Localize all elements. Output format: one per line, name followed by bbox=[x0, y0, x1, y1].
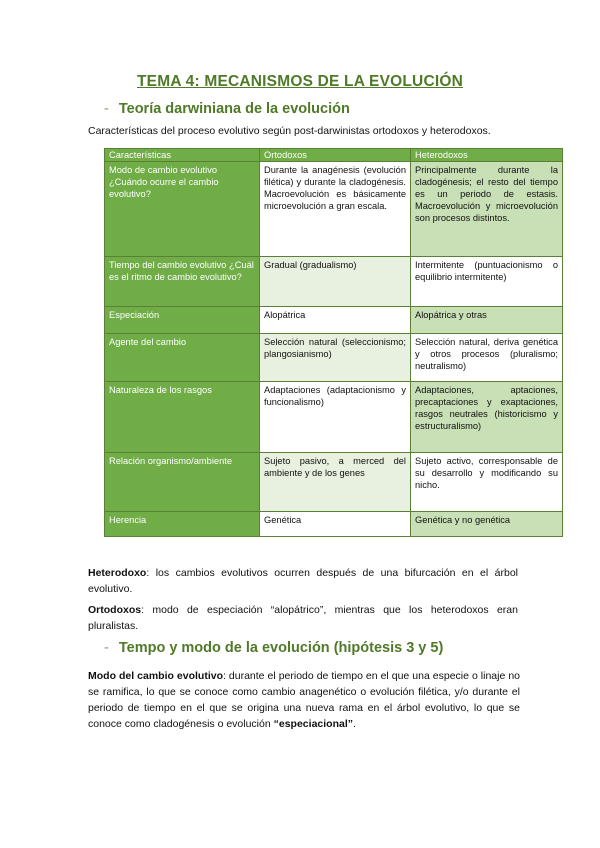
comparison-table bbox=[104, 148, 563, 537]
table-row bbox=[105, 257, 563, 307]
cell-ortodoxos: Durante la anagénesis (evolución filética) y durante la cladogénesis. Macroevolución es básicamente microevolución a gran escala. bbox=[260, 162, 411, 257]
modo-paragraph bbox=[88, 668, 520, 732]
row-label: Tiempo del cambio evolutivo ¿Cuál es el ritmo de cambio evolutivo? bbox=[105, 257, 260, 307]
term-ortodoxos: Ortodoxos bbox=[88, 604, 142, 616]
table-row bbox=[105, 382, 563, 453]
cell-heterodoxos: Intermitente (puntuacionismo o equilibrio intermitente) bbox=[411, 257, 563, 307]
section-heading-text: Tempo y modo de la evolución (hipótesis 3 y 5) bbox=[118, 640, 444, 656]
definition-heterodoxo bbox=[88, 565, 518, 597]
table-row bbox=[105, 512, 563, 537]
cell-heterodoxos: Genética y no genética bbox=[411, 512, 563, 537]
cell-ortodoxos: Sujeto pasivo, a merced del ambiente y de los genes bbox=[260, 453, 411, 512]
table-row bbox=[105, 334, 563, 382]
cell-heterodoxos: Selección natural, deriva genética y otros procesos (pluralismo; neutralismo) bbox=[411, 334, 563, 382]
term-heterodoxo: Heterodoxo bbox=[88, 567, 147, 579]
cell-heterodoxos: Principalmente durante la cladogénesis; el resto del tiempo es un periodo de estasis. Macroevolución y microevolución son procesos distintos. bbox=[411, 162, 563, 257]
intro-text: Características del proceso evolutivo según post-darwinistas ortodoxos y heterodoxos. bbox=[88, 125, 491, 137]
cell-ortodoxos: Selección natural (seleccionismo; plangosianismo) bbox=[260, 334, 411, 382]
cell-heterodoxos: Adaptaciones, aptaciones, precaptaciones y exaptaciones, rasgos neutrales (historicismo y estructuralismo) bbox=[411, 382, 563, 453]
row-label: Herencia bbox=[105, 512, 260, 537]
cell-ortodoxos: Alopátrica bbox=[260, 307, 411, 334]
cell-ortodoxos: Adaptaciones (adaptacionismo y funcionalismo) bbox=[260, 382, 411, 453]
row-label: Especiación bbox=[105, 307, 260, 334]
heading-dash: - bbox=[104, 101, 109, 117]
cell-heterodoxos: Sujeto activo, corresponsable de su desarrollo y modificando su nicho. bbox=[411, 453, 563, 512]
row-label: Agente del cambio bbox=[105, 334, 260, 382]
term-modo: Modo del cambio evolutivo bbox=[88, 670, 223, 682]
table-row bbox=[105, 453, 563, 512]
definition-text: : modo de especiación “alopátrico”, mientras que los heterodoxos eran pluralistas. bbox=[88, 604, 518, 632]
cell-ortodoxos: Genética bbox=[260, 512, 411, 537]
table-row bbox=[105, 307, 563, 334]
modo-emphasis: “especiacional” bbox=[273, 718, 353, 730]
definition-text: : los cambios evolutivos ocurren después de una bifurcación en el árbol evolutivo. bbox=[88, 567, 518, 595]
row-label: Relación organismo/ambiente bbox=[105, 453, 260, 512]
section-heading-darwinian bbox=[104, 101, 350, 117]
cell-ortodoxos: Gradual (gradualismo) bbox=[260, 257, 411, 307]
header-heterodoxos: Heterodoxos bbox=[411, 149, 563, 162]
page-title: TEMA 4: MECANISMOS DE LA EVOLUCIÓN bbox=[137, 73, 463, 90]
cell-heterodoxos: Alopátrica y otras bbox=[411, 307, 563, 334]
row-label: Naturaleza de los rasgos bbox=[105, 382, 260, 453]
header-caracteristicas: Características bbox=[105, 149, 260, 162]
modo-text: : durante el periodo de tiempo en el que una especie o linaje no se ramifica, lo que se conoce como cambio anagenético o evolución filética, y/o durante el periodo de tiempo en el que se origina una nueva rama en el árbol evolutivo, lo que se conoce como cladogénesis o evolución bbox=[88, 670, 520, 730]
table-header-row bbox=[105, 149, 563, 162]
row-label: Modo de cambio evolutivo ¿Cuándo ocurre el cambio evolutivo? bbox=[105, 162, 260, 257]
header-ortodoxos: Ortodoxos bbox=[260, 149, 411, 162]
section-heading-text: Teoría darwiniana de la evolución bbox=[118, 101, 350, 117]
section-heading-tempo bbox=[104, 640, 443, 656]
modo-end: . bbox=[353, 718, 356, 730]
definition-ortodoxos bbox=[88, 602, 518, 634]
table-row bbox=[105, 162, 563, 257]
heading-dash: - bbox=[104, 640, 109, 656]
